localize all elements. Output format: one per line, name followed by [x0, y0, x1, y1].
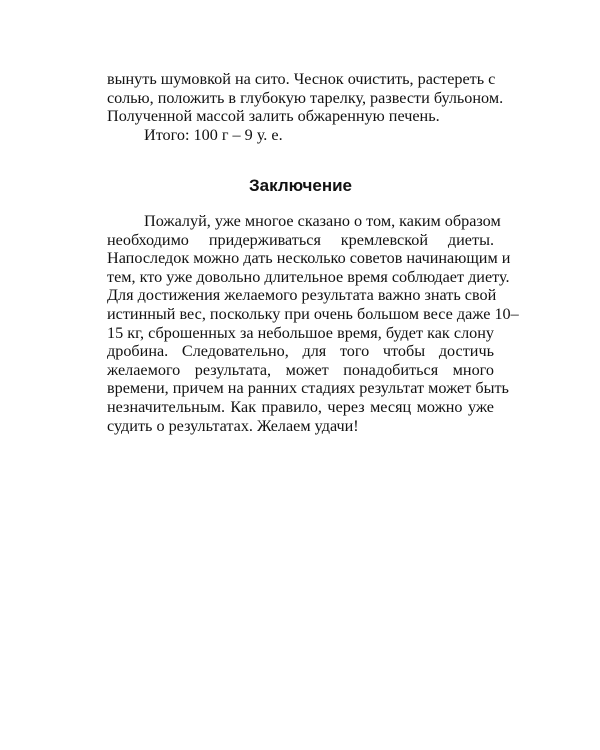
section-title: Заключение	[249, 176, 352, 195]
paragraph-line: Пожалуй, уже многое сказано о том, каким образом	[144, 212, 501, 230]
paragraph-line: истинный вес, поскольку при очень большом весе даже 10–	[107, 304, 519, 323]
conclusion-paragraph	[107, 212, 519, 435]
paragraph-line: времени, причем на ранних стадиях результат может быть	[107, 379, 509, 398]
recipe-result: Итого: 100 г – 9 у. е.	[144, 125, 283, 144]
paragraph-line: Полученной массой залить обжаренную печень.	[107, 107, 440, 126]
paragraph-line: Напоследок можно дать несколько советов начинающим и	[107, 249, 511, 268]
recipe-paragraph	[107, 70, 504, 144]
paragraph-line: незначительным. Как правило, через месяц можно уже	[107, 397, 494, 416]
paragraph-line: солью, положить в глубокую тарелку, развести бульоном.	[107, 88, 504, 107]
paragraph-line: вынуть шумовкой на сито. Чеснок очистить, растереть с	[107, 70, 496, 88]
paragraph-line: Для достижения желаемого результата важно знать свой	[107, 286, 497, 305]
paragraph-line: необходимо придерживаться кремлевской диеты.	[107, 230, 494, 249]
paragraph-line: 15 кг, сброшенных за небольшое время, будет как слону	[107, 323, 494, 342]
paragraph-line: судить о результатах. Желаем удачи!	[107, 416, 359, 435]
paragraph-line: тем, кто уже довольно длительное время соблюдает диету.	[107, 267, 510, 286]
paragraph-line: дробина. Следовательно, для того чтобы достичь	[107, 342, 494, 361]
paragraph-line: желаемого результата, может понадобиться много	[107, 360, 494, 379]
